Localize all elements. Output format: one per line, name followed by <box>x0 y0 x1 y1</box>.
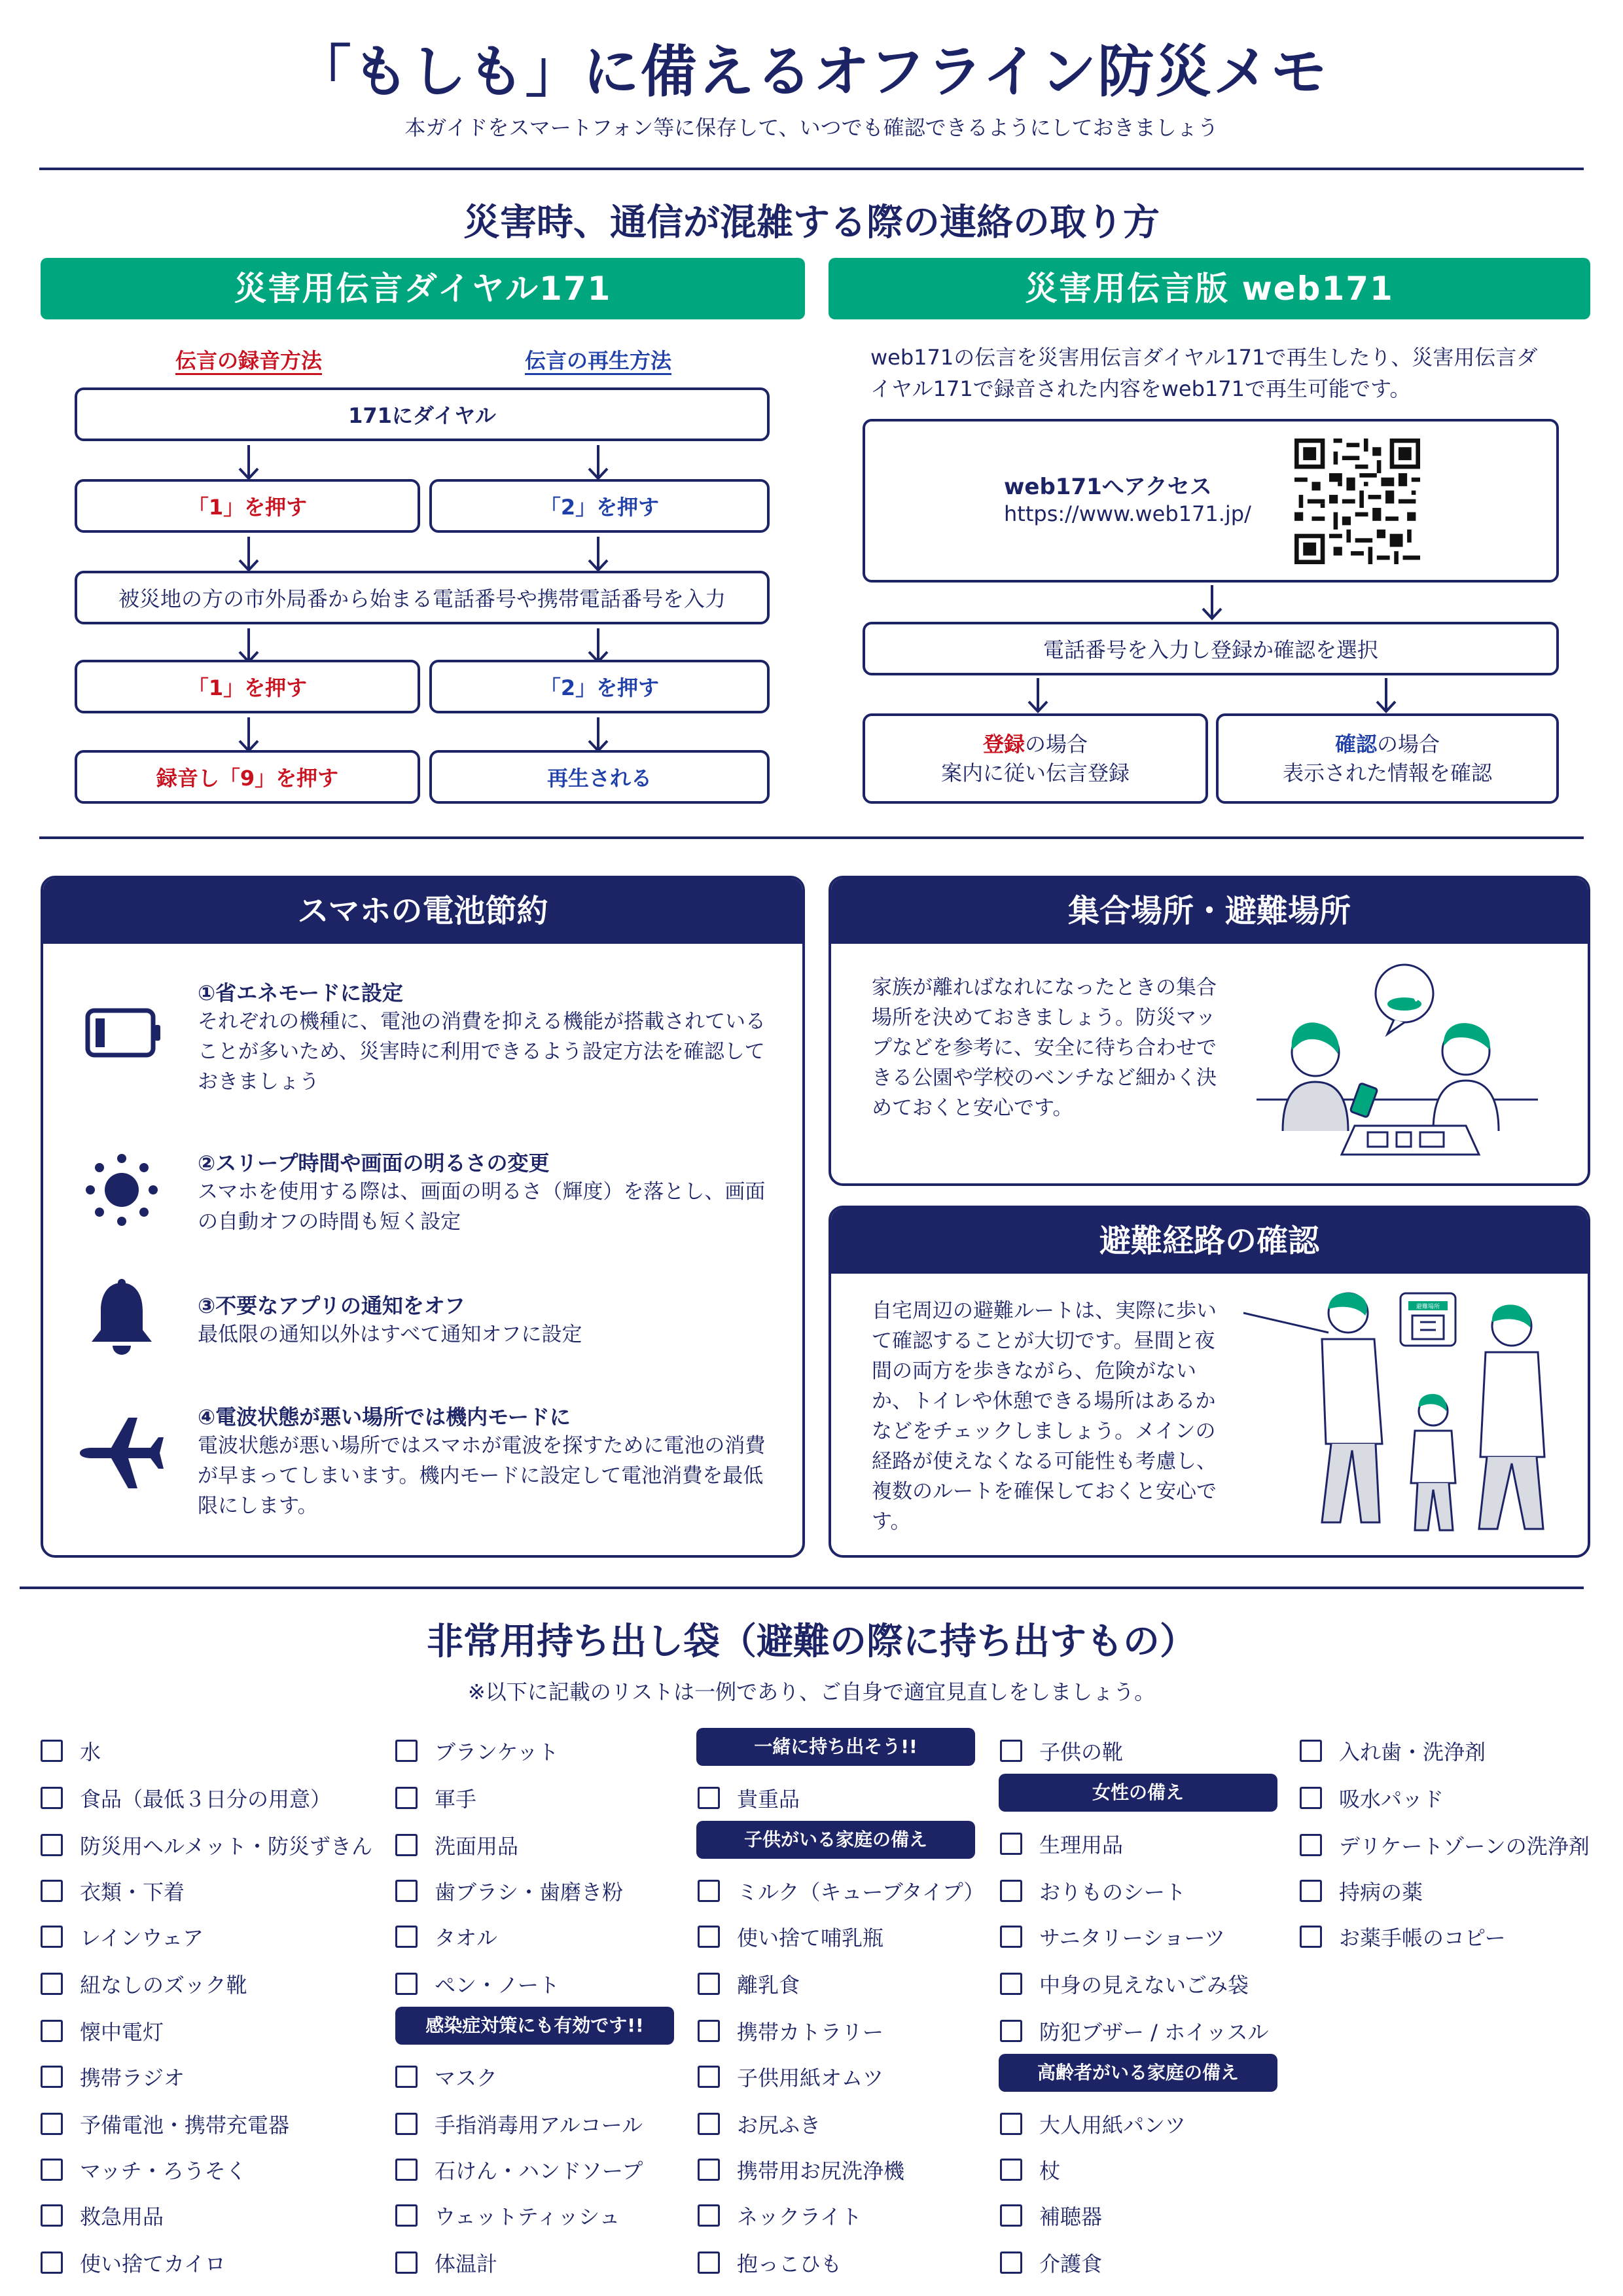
checklist-item[interactable] <box>41 2062 185 2092</box>
checklist-item[interactable] <box>1000 1922 1225 1952</box>
checklist-item[interactable] <box>698 2155 904 2185</box>
item-label: 紐なしのズック靴 <box>80 1973 247 1998</box>
item-label: 予備電池・携帯充電器 <box>80 2113 290 2138</box>
checkbox[interactable] <box>1000 2113 1022 2135</box>
item-label: 歯ブラシ・歯磨き粉 <box>435 1880 624 1905</box>
checklist-item[interactable] <box>41 2248 226 2278</box>
women-prep-pill: 女性の備え <box>999 1774 1277 1812</box>
kit-section-title: 非常用持ち出し袋（避難の際に持ち出すもの） <box>427 1621 1196 1663</box>
checklist-item[interactable] <box>395 2155 643 2185</box>
arrow-down-icon <box>236 715 262 754</box>
tip-title: ③不要なアプリの通知をオフ <box>198 1293 465 1318</box>
play-press2-text: 「2」を押す <box>539 495 660 520</box>
arrow-down-icon <box>1373 675 1399 715</box>
checkbox[interactable] <box>395 2204 418 2227</box>
item-label: 防犯ブザー / ホイッスル <box>1039 2020 1269 2045</box>
item-label: タオル <box>435 1926 498 1950</box>
checkbox[interactable] <box>41 1740 63 1762</box>
arrow-down-icon <box>585 534 611 573</box>
item-label: サニタリーショーツ <box>1039 1926 1226 1950</box>
item-label: 大人用紙パンツ <box>1039 2113 1186 2138</box>
web171-access-label: web171へアクセス <box>1004 474 1212 500</box>
checklist-item[interactable] <box>41 2016 164 2046</box>
arrow-down-icon <box>1025 675 1051 715</box>
elderly-prep-pill: 高齢者がいる家庭の備え <box>999 2054 1277 2092</box>
checkbox[interactable] <box>41 2020 63 2042</box>
item-label: 救急用品 <box>80 2204 164 2229</box>
web171-heading: 災害用伝言版 web171 <box>829 258 1590 319</box>
checkbox[interactable] <box>698 1973 720 1995</box>
checklist-item[interactable] <box>41 2109 289 2139</box>
battery-card <box>41 876 805 1558</box>
checklist-item[interactable] <box>395 2109 643 2139</box>
web171-access-box <box>863 419 1559 583</box>
item-label: 体温計 <box>435 2251 498 2276</box>
confirm-case-desc: 表示された情報を確認 <box>1282 761 1492 785</box>
checklist-item[interactable] <box>41 1736 101 1766</box>
checkbox[interactable] <box>41 2066 63 2088</box>
checkbox[interactable] <box>698 2113 720 2135</box>
checkbox[interactable] <box>395 1740 418 1762</box>
dial-171-step <box>75 387 770 441</box>
confirm-keyword: 確認 <box>1334 732 1377 757</box>
enter-number-step <box>75 571 770 624</box>
route-text: 自宅周辺の避難ルートは、実際に歩いて確認することが大切です。昼間と夜間の両方を歩きながら、危険がないか、トイレや休憩できる場所はあるかなどをチェックしましょう。メインの経路が使えなくなる可能性も考慮し、複数のルートを確保しておくと安心です。 <box>872 1299 1217 1534</box>
checklist-item[interactable] <box>1000 1736 1123 1766</box>
item-label: 補聴器 <box>1039 2204 1103 2229</box>
checklist-item[interactable] <box>1300 1922 1506 1952</box>
play-press2-again-text: 「2」を押す <box>539 675 660 700</box>
checklist-item[interactable] <box>698 2016 883 2046</box>
checkbox[interactable] <box>1300 1834 1322 1856</box>
item-label: マッチ・ろうそく <box>80 2159 247 2183</box>
item-label: 抱っこひも <box>737 2251 842 2276</box>
evacuation-sign-label: 避難場所 <box>1416 1304 1440 1310</box>
item-label: 水 <box>80 1740 101 1765</box>
checkbox[interactable] <box>395 1834 418 1856</box>
checklist-item[interactable] <box>1000 1829 1123 1859</box>
item-label: 介護食 <box>1039 2251 1103 2276</box>
play-press2-step <box>429 479 770 533</box>
item-label: 吸水パッド <box>1339 1787 1444 1812</box>
route-card <box>829 1206 1590 1558</box>
checkbox[interactable] <box>1300 1787 1322 1809</box>
checklist-item[interactable] <box>1300 1736 1486 1766</box>
item-label: 食品（最低３日分の用意） <box>80 1787 332 1812</box>
checkbox[interactable] <box>41 2251 63 2274</box>
checkbox[interactable] <box>698 2066 720 2088</box>
checklist-item[interactable] <box>698 1876 984 1906</box>
arrow-down-icon <box>236 626 262 665</box>
take-together-pill: 一緒に持ち出そう!! <box>696 1728 975 1766</box>
checklist-item[interactable] <box>395 1969 560 1999</box>
checkbox[interactable] <box>698 2251 720 2274</box>
checkbox[interactable] <box>41 1926 63 1948</box>
checklist-item[interactable] <box>41 1922 204 1952</box>
play-method-label: 伝言の再生方法 <box>524 348 671 373</box>
checkbox[interactable] <box>395 2159 418 2181</box>
meeting-heading: 集合場所・避難場所 <box>831 878 1588 944</box>
item-label: 軍手 <box>435 1787 477 1812</box>
web171-select-step <box>863 622 1559 675</box>
item-label: 衣類・下着 <box>80 1880 185 1905</box>
tip-title: ④電波状態が悪い場所では機内モードに <box>198 1405 571 1429</box>
item-label: 持病の薬 <box>1339 1880 1423 1905</box>
checklist-item[interactable] <box>395 2200 620 2231</box>
checkbox[interactable] <box>395 1973 418 1995</box>
checkbox[interactable] <box>1000 1833 1022 1855</box>
checkbox[interactable] <box>1000 2020 1022 2042</box>
page-subtitle: 本ガイドをスマートフォン等に保存して、いつでも確認できるようにしておきましょう <box>404 115 1219 140</box>
web171-select-text: 電話番号を入力し登録か確認を選択 <box>1043 637 1378 662</box>
checkbox[interactable] <box>1000 1740 1022 1762</box>
brightness-icon <box>84 1152 160 1228</box>
infection-control-pill: 感染症対策にも有効です!! <box>395 2007 674 2045</box>
record-press1-again-step <box>75 660 420 713</box>
checkbox[interactable] <box>1000 1926 1022 1948</box>
checkbox[interactable] <box>698 2204 720 2227</box>
tip-desc: 最低限の通知以外はすべて通知オフに設定 <box>198 1323 582 1346</box>
arrow-down-icon <box>585 442 611 482</box>
confirm-case-box <box>1216 713 1559 804</box>
register-case-title <box>983 730 1088 759</box>
checklist-item[interactable] <box>41 2200 164 2231</box>
meeting-card <box>829 876 1590 1186</box>
bell-icon <box>89 1279 154 1357</box>
checklist-item[interactable] <box>698 2109 821 2139</box>
item-label: マスク <box>435 2066 498 2090</box>
enter-number-text: 被災地の方の市外局番から始まる電話番号や携帯電話番号を入力 <box>118 586 726 611</box>
record-final-step <box>75 750 420 804</box>
tip-desc: スマホを使用する際は、画面の明るさ（輝度）を落とし、画面の自動オフの時間も短く設定 <box>198 1180 766 1234</box>
checkbox[interactable] <box>395 1926 418 1948</box>
checkbox[interactable] <box>395 2113 418 2135</box>
confirm-suffix: の場合 <box>1377 732 1440 757</box>
item-label: お薬手帳のコピー <box>1339 1926 1506 1950</box>
checklist-item[interactable] <box>1000 2109 1186 2139</box>
checkbox[interactable] <box>395 2066 418 2088</box>
battery-icon <box>85 1007 162 1059</box>
checklist-item[interactable] <box>1000 2155 1060 2185</box>
checklist-item[interactable] <box>1300 1783 1444 1813</box>
item-label: 懐中電灯 <box>80 2020 164 2045</box>
battery-heading: スマホの電池節約 <box>43 878 802 944</box>
item-label: ブランケット <box>435 1740 559 1765</box>
checklist-item[interactable] <box>41 1969 247 1999</box>
checkbox[interactable] <box>41 1973 63 1995</box>
arrow-down-icon <box>236 442 262 482</box>
checklist-item[interactable] <box>395 1922 497 1952</box>
item-label: 携帯用お尻洗浄機 <box>737 2159 905 2183</box>
checklist-item[interactable] <box>1000 2248 1102 2278</box>
checkbox[interactable] <box>1000 2159 1022 2181</box>
checkbox[interactable] <box>1000 1973 1022 1995</box>
checkbox[interactable] <box>698 1787 720 1809</box>
tip-desc: それぞれの機種に、電池の消費を抑える機能が搭載されていることが多いため、災害時に利用できるよう設定方法を確認しておきましょう <box>198 1010 766 1094</box>
item-label: 杖 <box>1039 2159 1061 2183</box>
arrow-down-icon <box>1199 583 1225 622</box>
web171-url-link[interactable]: https://www.web171.jp/ <box>1004 501 1251 526</box>
item-label: ペン・ノート <box>435 1973 560 1998</box>
checkbox[interactable] <box>395 2251 418 2274</box>
checklist-item[interactable] <box>1000 1876 1186 1906</box>
record-final-text: 録音し「9」を押す <box>156 766 339 791</box>
checklist-item[interactable] <box>41 2155 247 2185</box>
checklist-item[interactable] <box>395 1736 559 1766</box>
checkbox[interactable] <box>41 1834 63 1856</box>
item-label: お尻ふき <box>737 2113 821 2138</box>
item-label: 防災用ヘルメット・防災ずきん <box>80 1834 373 1859</box>
checklist-item[interactable] <box>698 2248 842 2278</box>
play-final-step <box>429 750 770 804</box>
item-label: 子供用紙オムツ <box>737 2066 884 2090</box>
checklist-item[interactable] <box>698 1969 800 1999</box>
register-suffix: の場合 <box>1025 732 1088 757</box>
arrow-down-icon <box>236 534 262 573</box>
register-case-desc: 案内に従い伝言登録 <box>940 761 1130 785</box>
dial-171-text: 171にダイヤル <box>348 403 496 428</box>
checkbox[interactable] <box>1300 1740 1322 1762</box>
header-divider <box>39 168 1584 170</box>
checklist-item[interactable] <box>1000 1969 1249 1999</box>
item-label: ミルク（キューブタイプ） <box>737 1880 985 1905</box>
evacuation-walk-illustration <box>1237 1287 1564 1549</box>
confirm-case-title <box>1335 730 1440 759</box>
play-final-text: 再生される <box>546 766 652 791</box>
kit-note: ※以下に記載のリストは一例であり、ご自身で適宜見直しをしましょう。 <box>467 1679 1156 1704</box>
record-press1-text: 「1」を押す <box>187 495 308 520</box>
checklist-item[interactable] <box>395 1876 623 1906</box>
route-heading: 避難経路の確認 <box>831 1208 1588 1274</box>
checkbox[interactable] <box>1300 1880 1322 1902</box>
children-prep-pill: 子供がいる家庭の備え <box>696 1821 975 1859</box>
meeting-text: 家族が離ればなれになったときの集合場所を決めておきましょう。防災マップなどを参考に、安全に待ち合わせできる公園や学校のベンチなど細かく決めておくと安心です。 <box>872 976 1217 1120</box>
checklist-item[interactable] <box>698 2200 862 2231</box>
checklist-item[interactable] <box>1300 1830 1590 1860</box>
record-press1-again-text: 「1」を押す <box>187 675 308 700</box>
checkbox[interactable] <box>698 2159 720 2181</box>
checkbox[interactable] <box>698 1926 720 1948</box>
item-label: 使い捨てカイロ <box>80 2251 226 2276</box>
checkbox[interactable] <box>1000 1880 1022 1902</box>
item-label: おりものシート <box>1039 1880 1186 1905</box>
item-label: 離乳食 <box>737 1973 800 1998</box>
checklist-item[interactable] <box>698 2062 883 2092</box>
item-label: 生理用品 <box>1039 1833 1124 1857</box>
checkbox[interactable] <box>395 1787 418 1809</box>
tip-title: ②スリープ時間や画面の明るさの変更 <box>198 1151 550 1175</box>
checklist-item[interactable] <box>698 1922 883 1952</box>
arrow-down-icon <box>585 715 611 754</box>
tip-desc: 電波状態が悪い場所ではスマホが電波を探すために電池の消費が早まってしまいます。機内モードに設定して電池消費を最低限にします。 <box>198 1434 766 1518</box>
checkbox[interactable] <box>41 2113 63 2135</box>
record-press1-step <box>75 479 420 533</box>
section-divider <box>39 836 1584 839</box>
item-label: ウェットティッシュ <box>435 2204 620 2229</box>
item-label: 使い捨て哺乳瓶 <box>737 1926 884 1950</box>
checklist-item[interactable] <box>1000 2016 1269 2046</box>
tip-title: ①省エネモードに設定 <box>198 980 403 1005</box>
checklist-item[interactable] <box>395 1830 518 1860</box>
checkbox[interactable] <box>698 2020 720 2042</box>
checkbox[interactable] <box>1000 2204 1022 2227</box>
section-divider <box>20 1587 1584 1589</box>
item-label: 石けん・ハンドソープ <box>435 2159 643 2183</box>
checklist-item[interactable] <box>41 1876 185 1906</box>
register-keyword: 登録 <box>982 732 1025 757</box>
item-label: デリケートゾーンの洗浄剤 <box>1339 1834 1590 1859</box>
checklist-item[interactable] <box>1000 2200 1102 2231</box>
checkbox[interactable] <box>41 1880 63 1902</box>
item-label: 子供の靴 <box>1039 1740 1124 1765</box>
play-press2-again-step <box>429 660 770 713</box>
checkbox[interactable] <box>41 2159 63 2181</box>
checkbox[interactable] <box>1000 2251 1022 2274</box>
checkbox[interactable] <box>698 1880 720 1902</box>
item-label: 携帯ラジオ <box>80 2066 185 2090</box>
register-case-box <box>863 713 1208 804</box>
page-title: 「もしも」に備えるオフライン防災メモ <box>294 39 1329 105</box>
item-label: レインウェア <box>80 1926 204 1950</box>
qr-code-icon[interactable] <box>1294 439 1420 564</box>
checklist-item[interactable] <box>395 2248 497 2278</box>
checkbox[interactable] <box>41 1787 63 1809</box>
contact-section-title: 災害時、通信が混雑する際の連絡の取り方 <box>463 202 1160 244</box>
family-meeting-illustration <box>1257 954 1544 1170</box>
web171-description: web171の伝言を災害用伝言ダイヤル171で再生したり、災害用伝言ダイヤル171で録音された内容をweb171で再生可能です。 <box>870 345 1538 401</box>
item-label: 携帯カトラリー <box>737 2020 884 2045</box>
record-method-label: 伝言の録音方法 <box>175 348 322 373</box>
checklist-item[interactable] <box>41 1783 331 1813</box>
checkbox[interactable] <box>1300 1926 1322 1948</box>
checklist-item[interactable] <box>698 1783 800 1813</box>
item-label: 手指消毒用アルコール <box>435 2113 643 2138</box>
item-label: 入れ歯・洗浄剤 <box>1339 1740 1486 1765</box>
item-label: 貴重品 <box>737 1787 800 1812</box>
airplane-icon <box>77 1414 166 1492</box>
item-label: 中身の見えないごみ袋 <box>1039 1973 1249 1998</box>
item-label: ネックライト <box>737 2204 863 2229</box>
checklist-item[interactable] <box>395 2062 497 2092</box>
checkbox[interactable] <box>41 2204 63 2227</box>
arrow-down-icon <box>585 626 611 665</box>
item-label: 洗面用品 <box>435 1834 519 1859</box>
checkbox[interactable] <box>395 1880 418 1902</box>
checklist-item[interactable] <box>395 1783 476 1813</box>
checklist-item[interactable] <box>41 1830 372 1860</box>
dial171-heading: 災害用伝言ダイヤル171 <box>41 258 805 319</box>
checklist-item[interactable] <box>1300 1876 1423 1906</box>
